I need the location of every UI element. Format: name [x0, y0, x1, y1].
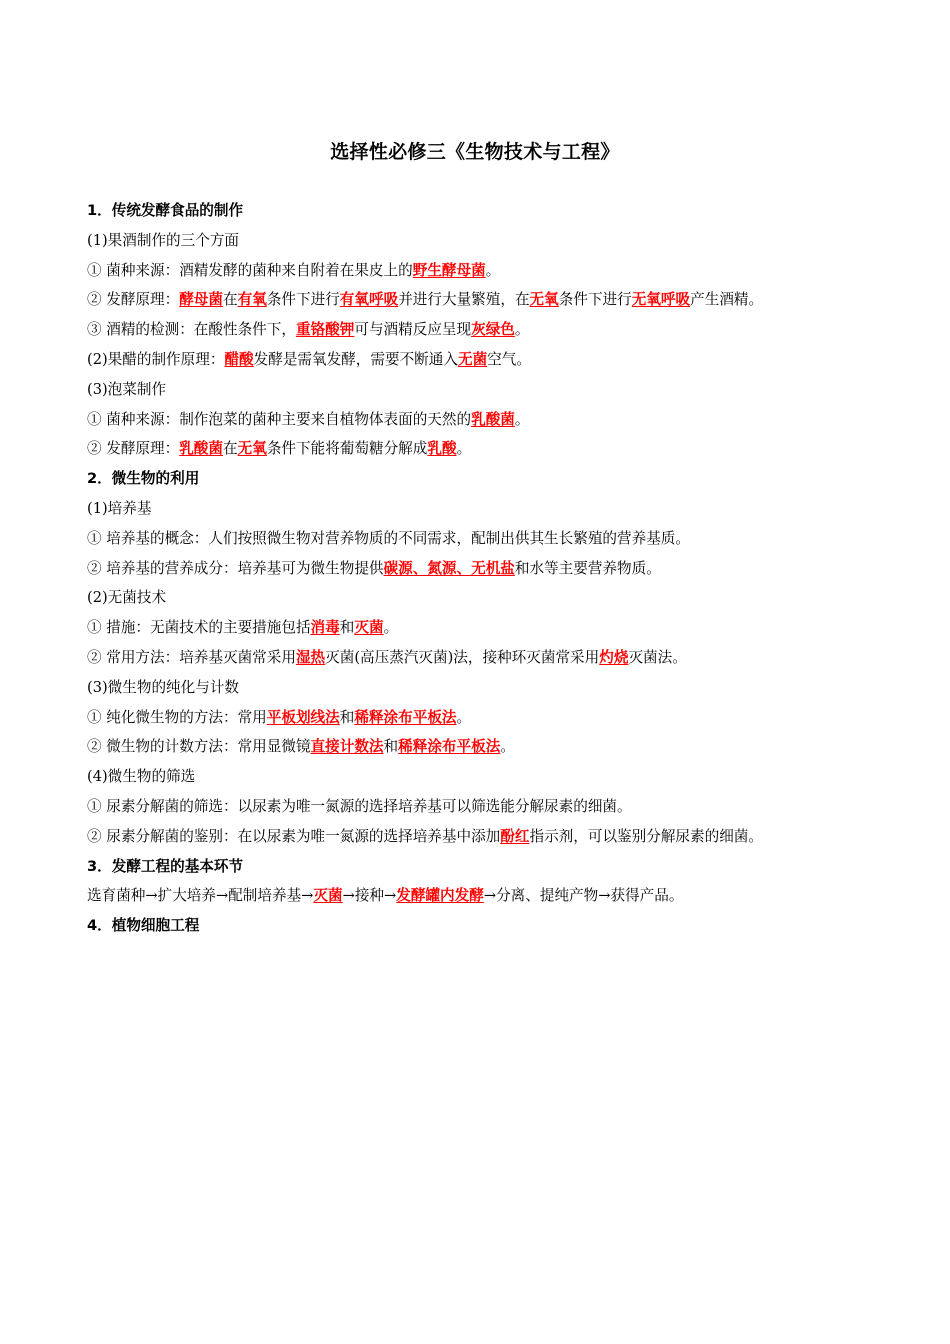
text-line	[87, 345, 887, 375]
text-line	[87, 285, 887, 315]
text-line	[87, 434, 887, 464]
text-segment: 。	[514, 321, 530, 339]
text-segment: 和水等主要营养物质。	[514, 559, 661, 577]
text-line	[87, 524, 887, 554]
text-line	[87, 732, 887, 762]
text-line	[87, 703, 887, 733]
text-line	[87, 762, 887, 792]
text-segment: 在	[223, 291, 238, 309]
highlighted-term: 平板划线法	[266, 708, 340, 726]
text-segment: 4．植物细胞工程	[87, 917, 200, 935]
text-segment: ③ 酒精的检测：在酸性条件下，	[87, 321, 296, 339]
text-segment: ① 措施：无菌技术的主要措施包括	[87, 619, 311, 637]
highlighted-term: 消毒	[310, 619, 340, 637]
text-line	[87, 494, 887, 524]
text-segment: 在	[223, 440, 238, 458]
text-segment: (3)微生物的纯化与计数	[87, 678, 240, 696]
text-line	[87, 256, 887, 286]
text-segment: (1)培养基	[87, 499, 152, 517]
text-segment: (3)泡菜制作	[87, 380, 167, 398]
section-heading	[87, 196, 887, 226]
text-segment: ① 菌种来源：酒精发酵的菌种来自附着在果皮上的	[87, 261, 413, 279]
text-segment: (1)果酒制作的三个方面	[87, 231, 240, 249]
text-line	[87, 315, 887, 345]
text-segment: (2)果醋的制作原理：	[87, 350, 225, 368]
text-segment: 。	[456, 440, 472, 458]
text-line	[87, 673, 887, 703]
highlighted-term: 乳酸	[427, 440, 457, 458]
text-segment: ① 尿素分解菌的筛选：以尿素为唯一氮源的选择培养基可以筛选能分解尿素的细菌。	[87, 797, 632, 815]
text-segment: 和	[339, 708, 355, 726]
text-segment: 和	[383, 738, 399, 756]
text-segment: ① 培养基的概念：人们按照微生物对营养物质的不同需求，配制出供其生长繁殖的营养基质。	[87, 529, 690, 547]
highlighted-term: 乳酸菌	[179, 440, 223, 458]
highlighted-term: 碳源、氮源、无机盐	[383, 559, 515, 577]
text-line	[87, 822, 887, 852]
text-segment: ② 发酵原理：	[87, 440, 180, 458]
text-line	[87, 226, 887, 256]
text-segment: 条件下进行	[266, 291, 340, 309]
text-line	[87, 792, 887, 822]
text-segment: ② 常用方法：培养基灭菌常采用	[87, 648, 296, 666]
text-line	[87, 583, 887, 613]
text-segment: (4)微生物的筛选	[87, 768, 196, 786]
text-segment: 产生酒精。	[690, 291, 764, 309]
highlighted-term: 灭菌	[313, 887, 343, 905]
text-line	[87, 405, 887, 435]
highlighted-term: 湿热	[295, 648, 326, 666]
section-heading	[87, 911, 887, 941]
text-segment: ① 菌种来源：制作泡菜的菌种主要来自植物体表面的天然的	[87, 410, 472, 428]
highlighted-term: 野生酵母菌	[412, 261, 486, 279]
text-segment: ② 发酵原理：	[87, 291, 180, 309]
page-title: 选择性必修三《生物技术与工程》	[330, 141, 620, 163]
section-heading	[87, 852, 887, 882]
text-segment: 。	[485, 261, 501, 279]
highlighted-term: 灰绿色	[471, 321, 515, 339]
highlighted-term: 酵母菌	[179, 291, 223, 309]
highlighted-term: 乳酸菌	[471, 410, 515, 428]
text-segment: →分离、提纯产物→获得产品。	[483, 887, 684, 905]
highlighted-term: 直接计数法	[310, 738, 384, 756]
highlighted-term: 发酵罐内发酵	[396, 887, 484, 905]
highlighted-term: 灭菌	[354, 619, 384, 637]
text-segment: 发酵是需氧发酵，需要不断通入	[253, 350, 458, 368]
section-heading	[87, 464, 887, 494]
text-segment: 。	[383, 619, 399, 637]
highlighted-term: 无氧呼吸	[631, 291, 691, 309]
text-segment: →接种→	[342, 887, 397, 905]
text-segment: 和	[339, 619, 355, 637]
highlighted-term: 重铬酸钾	[295, 321, 355, 339]
document-body	[87, 196, 887, 941]
text-line	[87, 554, 887, 584]
text-segment: 。	[456, 708, 472, 726]
text-segment: 灭菌法。	[628, 648, 687, 666]
text-line	[87, 613, 887, 643]
highlighted-term: 无氧	[237, 440, 267, 458]
text-segment: 条件下进行	[558, 291, 632, 309]
text-segment: 并进行大量繁殖，在	[398, 291, 530, 309]
text-segment: ② 尿素分解菌的鉴别：在以尿素为唯一氮源的选择培养基中添加	[87, 827, 501, 845]
text-segment: 3．发酵工程的基本环节	[87, 857, 244, 875]
text-segment: 可与酒精反应呈现	[354, 321, 472, 339]
text-segment: 。	[500, 738, 515, 756]
text-segment: 1．传统发酵食品的制作	[87, 202, 244, 219]
highlighted-term: 有氧呼吸	[339, 291, 399, 309]
text-line	[87, 881, 887, 911]
text-segment: ② 微生物的计数方法：常用显微镜	[87, 738, 311, 756]
text-segment: 2．微生物的利用	[87, 470, 200, 488]
text-segment: 条件下能将葡萄糖分解成	[266, 440, 428, 458]
highlighted-term: 无氧	[529, 291, 559, 309]
text-segment: 指示剂，可以鉴别分解尿素的细菌。	[529, 827, 763, 845]
highlighted-term: 灼烧	[599, 648, 629, 666]
text-segment: 灭菌(高压蒸汽灭菌)法，接种环灭菌常采用	[325, 648, 600, 666]
text-segment: 空气。	[487, 350, 531, 368]
text-segment: ② 培养基的营养成分：培养基可为微生物提供	[87, 559, 384, 577]
highlighted-term: 稀释涂布平板法	[398, 738, 501, 756]
text-segment: ① 纯化微生物的方法：常用	[87, 708, 267, 726]
text-segment: 。	[514, 410, 530, 428]
text-segment: (2)无菌技术	[87, 589, 167, 607]
highlighted-term: 稀释涂布平板法	[354, 708, 457, 726]
text-line	[87, 643, 887, 673]
highlighted-term: 有氧	[237, 291, 267, 309]
highlighted-term: 醋酸	[224, 350, 254, 368]
highlighted-term: 无菌	[457, 350, 488, 368]
text-segment: 选育菌种→扩大培养→配制培养基→	[87, 887, 314, 905]
text-line	[87, 375, 887, 405]
highlighted-term: 酚红	[500, 827, 530, 845]
